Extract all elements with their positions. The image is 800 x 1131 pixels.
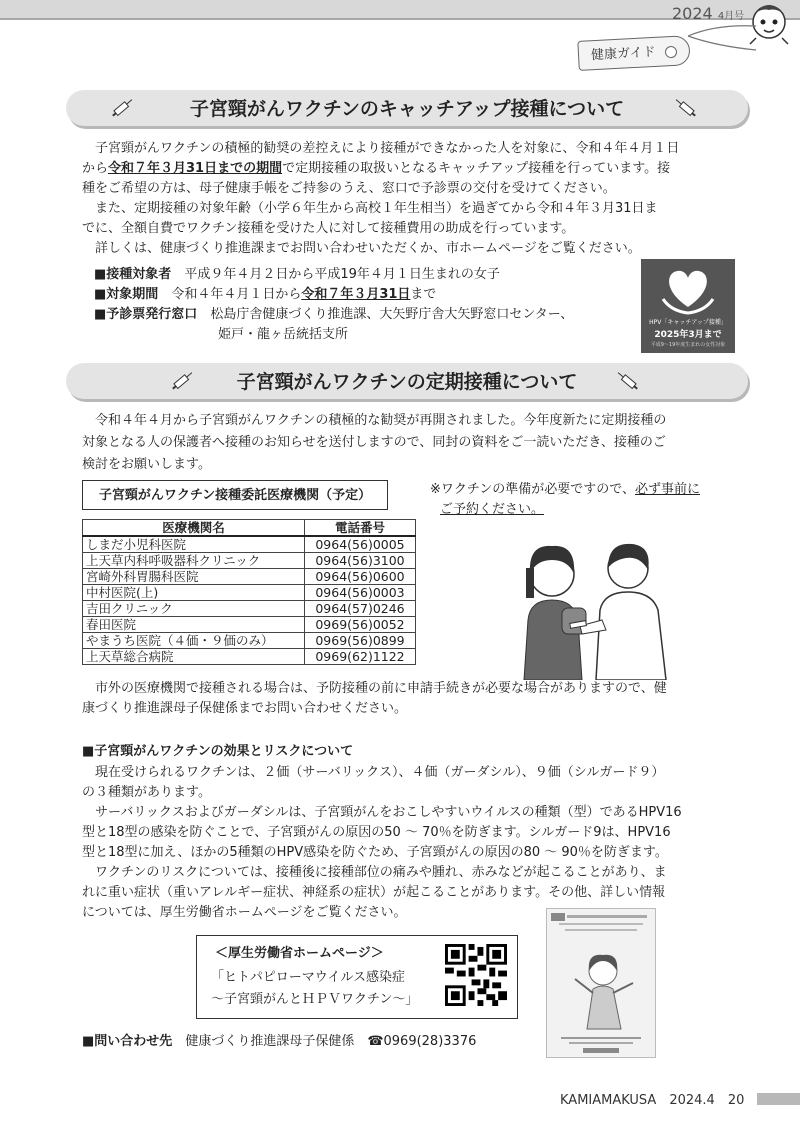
mhlw-line2: ～子宮頸がんとＨＰＶワクチン～」 — [211, 992, 419, 1007]
clinic-name: 上天草総合病院 — [83, 649, 305, 665]
col-name-header: 医療機関名 — [83, 520, 305, 537]
clinic-name: 上天草内科呼吸器科クリニック — [83, 553, 305, 569]
hpv-leaflet-image — [546, 908, 656, 1058]
issue-month: 4月号 — [717, 11, 745, 22]
section1-banner — [66, 90, 748, 126]
heart-hands-icon — [641, 259, 735, 317]
hpv-badge-line1: HPV「キャッチアップ接種」 — [649, 319, 727, 326]
table-row — [83, 536, 416, 553]
window-value: 松島庁舎健康づくり推進課、大矢野庁舎大矢野窓口センター、 — [210, 307, 574, 322]
clinic-name: 吉田クリニック — [83, 601, 305, 617]
syringe-icon — [672, 96, 700, 120]
contact-value: 健康づくり推進課母子保健係 ☎0969(28)3376 — [185, 1034, 477, 1049]
clinic-name: 宮崎外科胃腸科医院 — [83, 569, 305, 585]
footer-magazine: KAMIAMAKUSA 2024.4 — [560, 1093, 715, 1108]
issue-label — [672, 4, 744, 23]
s3-p2-line3: 型と18型に加え、ほかの5種類のHPV感染を防ぐため、子宮頸がんの原因の80 ～ 90％を防ぎます。 — [82, 845, 668, 860]
clinic-phone: 0969(56)0052 — [305, 617, 416, 633]
period-emphasis: 令和７年３月31日 — [301, 287, 411, 302]
clinic-phone: 0964(57)0246 — [305, 601, 416, 617]
health-guide-label: 健康ガイド — [590, 44, 657, 64]
catchup-period-emphasis: 令和７年３月31日までの期間 — [108, 161, 283, 176]
clinic-phone: 0964(56)0003 — [305, 585, 416, 601]
table-row — [83, 649, 416, 665]
clinic-name: しまだ小児科医院 — [83, 536, 305, 553]
mhlw-line1: 「ヒトパピローマウイルス感染症 — [211, 970, 405, 985]
table-row — [83, 569, 416, 585]
s1-para1-line3: 種をご希望の方は、母子健康手帳をご持参のうえ、窓口で予診票の交付を受けてください。 — [82, 181, 616, 196]
table-row — [83, 585, 416, 601]
clinic-name: 春田医院 — [83, 617, 305, 633]
outside-line2: 康づくり推進課母子保健係までお問い合わせください。 — [82, 701, 408, 716]
clinic-table-header — [83, 520, 416, 537]
hpv-badge-line2: 2025年3月まで — [654, 330, 722, 340]
outside-line1: 市外の医療機関で接種される場合は、予防接種の前に申請手続きが必要な場合がありますので、健 — [82, 681, 667, 696]
page-number: 20 — [727, 1093, 745, 1108]
leaflet-illustration-icon — [547, 909, 655, 1057]
table-row — [83, 633, 416, 649]
col-phone-header: 電話番号 — [305, 520, 416, 537]
tag-string-icon — [686, 22, 758, 52]
s1-para2-line1: また、定期接種の対象年齢（小学６年生から高校１年生相当）を過ぎてから令和４年３月31日ま — [82, 201, 658, 216]
target-value: 平成９年４月２日から平成19年４月１日生まれの女子 — [184, 267, 500, 282]
clinic-phone: 0964(56)3100 — [305, 553, 416, 569]
reservation-note: ※ワクチンの準備が必要ですので、必ず事前に ご予約ください。 — [430, 482, 700, 517]
section2-title: 子宮頸がんワクチンの定期接種について — [236, 371, 578, 393]
clinic-phone: 0964(56)0005 — [305, 536, 416, 553]
window-value-2: 姫戸・龍ヶ岳統括支所 — [218, 327, 349, 342]
issue-year: 2024 — [672, 4, 713, 23]
syringe-icon — [614, 369, 642, 393]
s3-p2-line2: 型と18型の感染を防ぐことで、子宮頸がんの原因の50 ～ 70％を防ぎます。シルガード9は、HPV16 — [82, 825, 671, 840]
s1-para3: 詳しくは、健康づくり推進課までお問い合わせいただくか、市ホームページをご覧ください。 — [82, 241, 641, 256]
s2-para1-line3: 検討をお願いします。 — [82, 457, 211, 472]
reservation-emphasis-1: 必ず事前に — [634, 482, 700, 497]
mhlw-title: ＜厚生労働省ホームページ＞ — [215, 946, 384, 961]
s3-p1-line2: の３種類があります。 — [82, 785, 211, 800]
effects-risks-heading: ■子宮頸がんワクチンの効果とリスクについて — [82, 744, 354, 759]
contact-label: ■問い合わせ先 — [82, 1034, 173, 1049]
clinic-phone: 0969(56)0899 — [305, 633, 416, 649]
mhlw-link-box[interactable] — [196, 935, 518, 1019]
clinic-phone: 0969(62)1122 — [305, 649, 416, 665]
target-label: ■接種対象者 — [94, 267, 172, 282]
period-label: ■対象期間 — [94, 287, 159, 302]
reservation-emphasis-2: ご予約ください。 — [440, 502, 545, 517]
tag-hole-icon — [665, 46, 678, 59]
section1-title: 子宮頸がんワクチンのキャッチアップ接種について — [189, 98, 625, 120]
vaccination-illustration-icon — [510, 530, 680, 680]
clinic-table-title: 子宮頸がんワクチン接種委託医療機関（予定） — [82, 480, 388, 510]
window-label: ■予診票発行窓口 — [94, 307, 198, 322]
s2-para1-line2: 対象となる人の保護者へ接種のお知らせを送付しますので、同封の資料をご一読いただき、接種のご — [82, 435, 666, 450]
s3-p3-line2: れに重い症状（重いアレルギー症状、神経系の症状）が起こることがあります。その他、詳しい情報 — [82, 885, 666, 900]
section2-banner — [66, 363, 748, 399]
s3-p2-line1: サーバリックスおよびガーダシルは、子宮頸がんをおこしやすいウイルスの種類（型）であるHPV16 — [82, 805, 682, 820]
s1-para1-line2: から令和７年３月31日までの期間で定期接種の取扱いとなるキャッチアップ接種を行っています。接 — [82, 161, 671, 176]
s1-para1-line1: 子宮頸がんワクチンの積極的勧奨の差控えにより接種ができなかった人を対象に、令和４年４月１日 — [82, 141, 680, 156]
s3-p3-line1: ワクチンのリスクについては、接種後に接種部位の痛みや腫れ、赤みなどが起こることがあり、ま — [82, 865, 667, 880]
clinic-table — [82, 519, 416, 665]
window-row — [94, 305, 573, 325]
qr-code-icon[interactable] — [445, 944, 507, 1006]
clinic-phone: 0964(56)0600 — [305, 569, 416, 585]
footer-bar — [757, 1093, 800, 1105]
s3-p3-line3: については、厚生労働省ホームページをご覧ください。 — [82, 905, 407, 920]
period-row: ■対象期間 令和４年４月１日から令和７年３月31日まで — [94, 287, 437, 302]
table-row — [83, 553, 416, 569]
hpv-badge-line3: 平成9～19年度生まれの女性対象 — [650, 342, 726, 348]
target-row — [94, 265, 500, 285]
s3-p1-line1: 現在受けられるワクチンは、２価（サーバリックス）、４価（ガーダシル）、９価（シルガード９） — [82, 765, 665, 780]
table-row — [83, 601, 416, 617]
footer — [560, 1089, 744, 1108]
clinic-name: やまうち医院（４価・９価のみ） — [83, 633, 305, 649]
health-guide-tag — [577, 35, 690, 71]
hpv-catchup-badge — [641, 259, 735, 353]
contact-row — [82, 1032, 476, 1052]
table-row — [83, 617, 416, 633]
s1-para2-line2: でに、全額自費でワクチン接種を受けた人に対して接種費用の助成を行っています。 — [82, 221, 575, 236]
s2-para1-line1: 令和４年４月から子宮頸がんワクチンの積極的な勧奨が再開されました。今年度新たに定期接種の — [82, 413, 667, 428]
clinic-name: 中村医院(上) — [83, 585, 305, 601]
